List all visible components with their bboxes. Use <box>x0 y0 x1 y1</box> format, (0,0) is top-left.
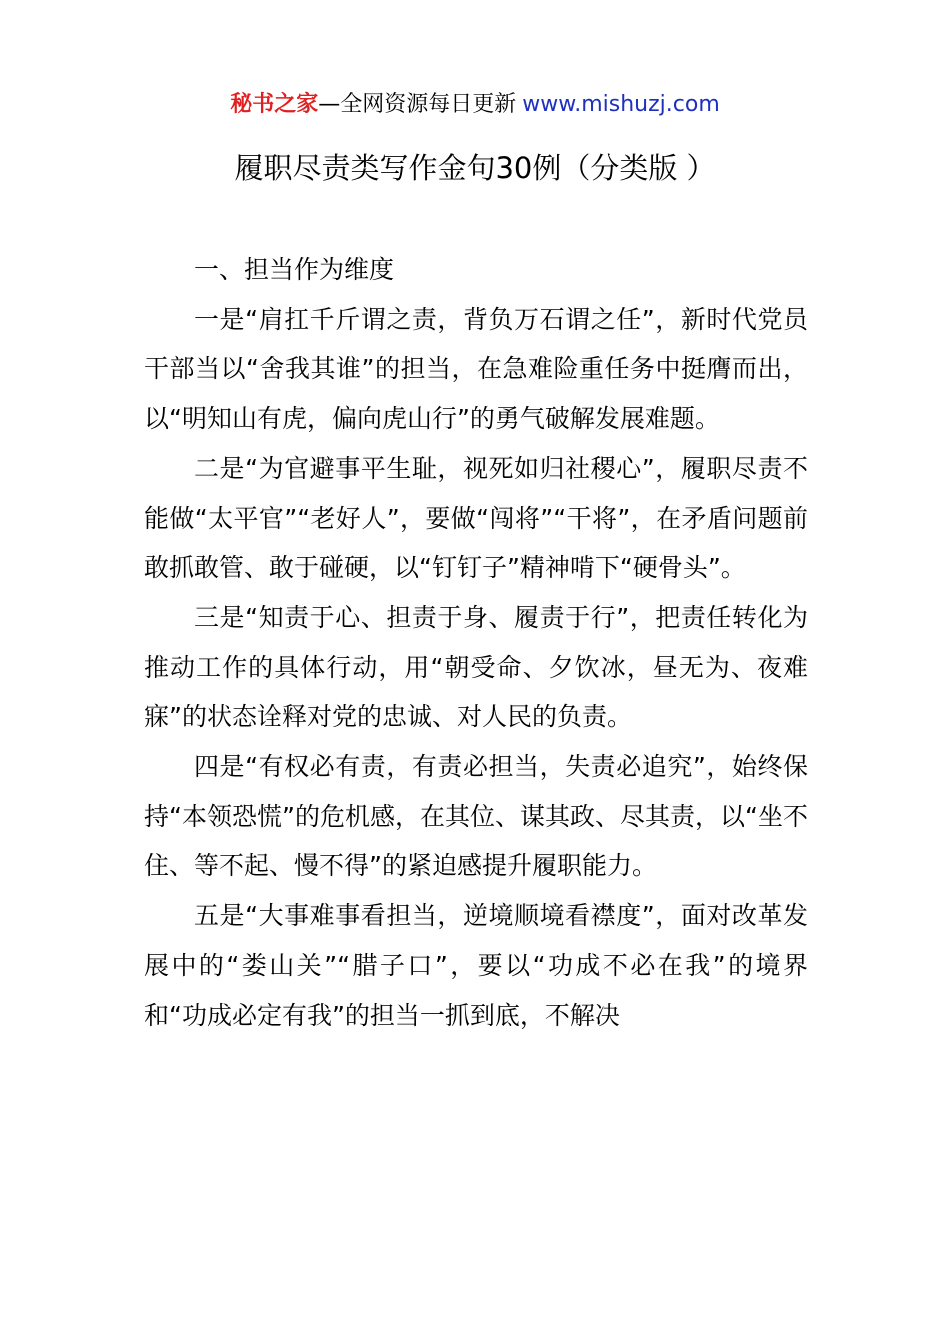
paragraph-5: 五是“大事难事看担当，逆境顺境看襟度”，面对改革发展中的“娄山关”“腊子口”，要以“功成不必在我”的境界和“功成必定有我”的担当一抓到底，不解决 <box>144 901 808 1030</box>
header-tagline: 全网资源每日更新 <box>340 92 517 117</box>
section-heading: 一、担当作为维度 <box>194 255 395 284</box>
header-url-link[interactable]: www.mishuzj.com <box>522 92 720 117</box>
paragraph-2: 二是“为官避事平生耻，视死如归社稷心”，履职尽责不能做“太平官”“老好人”，要做“闯将”“干将”，在矛盾问题前敢抓敢管、敢于碰硬，以“钉钉子”精神啃下“硬骨头”。 <box>144 453 808 583</box>
header-dash: — <box>318 92 341 117</box>
paragraph-3: 三是“知责于心、担责于身、履责于行”，把责任转化为推动工作的具体行动，用“朝受命、夕饮冰，昼无为、夜难寐”的状态诠释对党的忠诚、对人民的负责。 <box>144 602 808 732</box>
source-header <box>0 88 950 122</box>
document-title: 履职尽责类写作金句30例（分类版 ） <box>234 151 716 185</box>
brand-name: 秘书之家 <box>230 92 319 117</box>
paragraph-1: 一是“肩扛千斤谓之责，背负万石谓之任”，新时代党员干部当以“舍我其谁”的担当，在急难险重任务中挺膺而出，以“明知山有虎，偏向虎山行”的勇气破解发展难题。 <box>144 304 808 434</box>
paragraph-4: 四是“有权必有责，有责必担当，失责必追究”，始终保持“本领恐慌”的危机感，在其位、谋其政、尽其责，以“坐不住、等不起、慢不得”的紧迫感提升履职能力。 <box>144 752 808 881</box>
document-body <box>144 245 808 1040</box>
